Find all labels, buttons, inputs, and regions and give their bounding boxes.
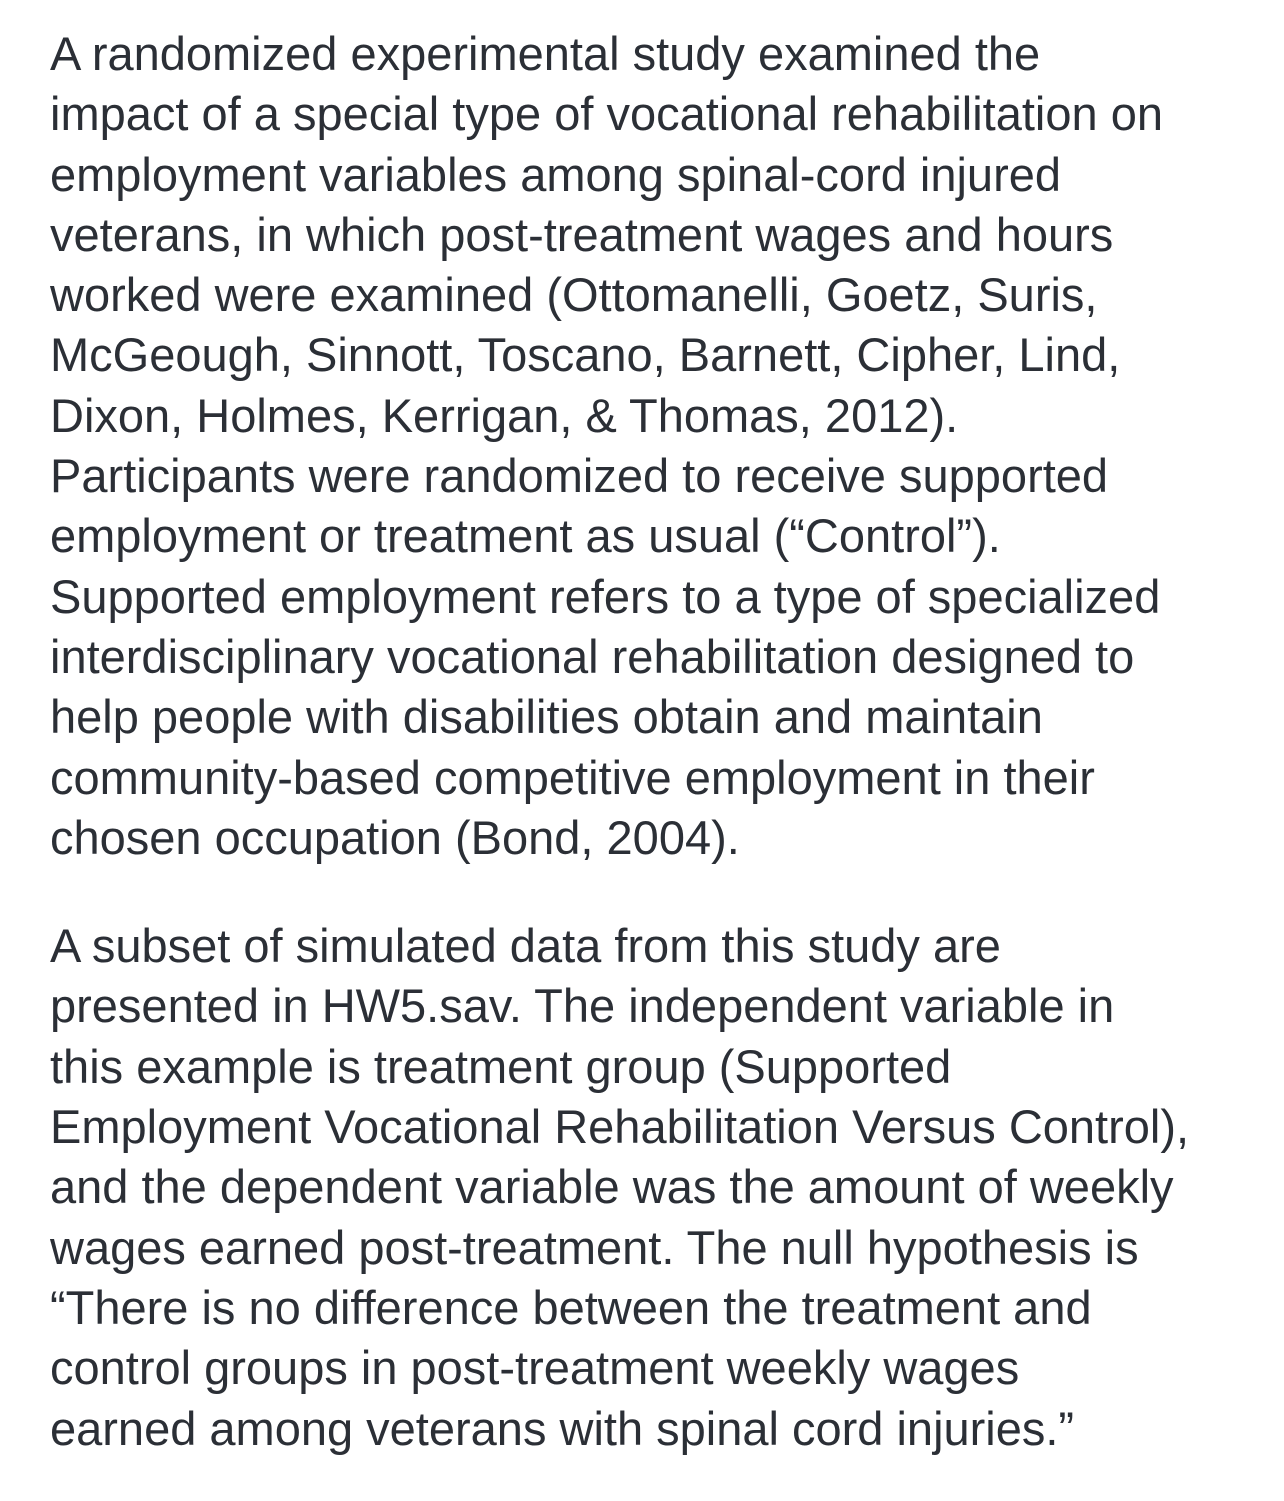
text-line: control groups in post-treatment weekly wages — [50, 1341, 1020, 1395]
text-line: presented in HW5.sav. The independent variable in — [50, 979, 1115, 1033]
text-line: “There is no difference between the treatment and — [50, 1280, 1092, 1334]
text-line: this example is treatment group (Supported — [50, 1039, 952, 1093]
text-line: A subset of simulated data from this study are — [50, 919, 1001, 973]
text-line: community-based competitive employment in their — [50, 750, 1095, 804]
text-line: help people with disabilities obtain and maintain — [50, 690, 1043, 744]
text-line: Employment Vocational Rehabilitation Versus Control), — [50, 1100, 1190, 1154]
text-line: McGeough, Sinnott, Toscano, Barnett, Cipher, Lind, — [50, 328, 1121, 382]
text-line: Participants were randomized to receive supported — [50, 449, 1109, 503]
text-line: chosen occupation (Bond, 2004). — [50, 810, 740, 864]
paragraph-study-description — [50, 24, 1250, 868]
text-line: Supported employment refers to a type of specialized — [50, 569, 1161, 623]
text-line: impact of a special type of vocational rehabilitation on — [50, 87, 1163, 141]
text-line: employment or treatment as usual (“Control”). — [50, 509, 1001, 563]
text-line: employment variables among spinal-cord injured — [50, 147, 1062, 201]
text-line: A randomized experimental study examined the — [50, 27, 1041, 80]
document-body — [50, 24, 1250, 1459]
text-line: veterans, in which post-treatment wages and hours — [50, 207, 1114, 261]
text-line: interdisciplinary vocational rehabilitation designed to — [50, 629, 1135, 683]
text-line: Dixon, Holmes, Kerrigan, & Thomas, 2012). — [50, 388, 959, 442]
paragraph-data-description — [50, 916, 1250, 1459]
text-line: worked were examined (Ottomanelli, Goetz, Suris, — [50, 268, 1098, 322]
text-line: earned among veterans with spinal cord injuries.” — [50, 1401, 1075, 1455]
text-line: and the dependent variable was the amount of weekly — [50, 1160, 1174, 1214]
text-line: wages earned post-treatment. The null hypothesis is — [50, 1220, 1139, 1274]
